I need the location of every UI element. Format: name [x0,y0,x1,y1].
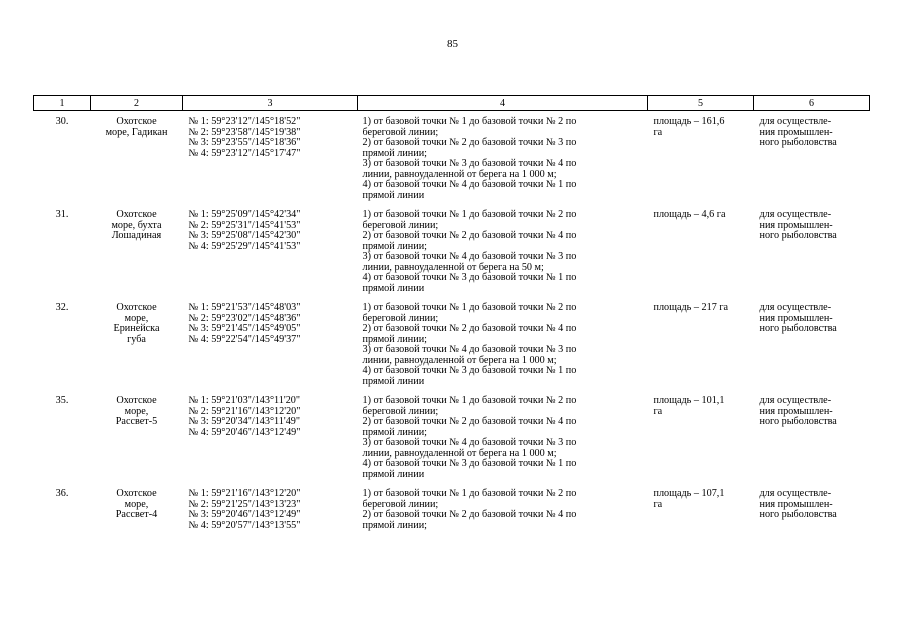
boundary-description-line: береговой линии; [362,405,439,417]
boundary-description [358,111,648,211]
boundary-description-line: прямой линии [362,375,425,387]
base-points-line: № 2: 59°25'31"/145°41'53" [188,219,301,231]
boundary-description-line: 2) от базовой точки № 2 до базовой точки № 4 по [362,416,577,427]
boundary-description-line: прямой линии; [362,333,427,345]
base-points [183,111,358,211]
column-header: 1 [34,96,91,111]
boundary-description [358,396,648,489]
base-points-line: № 3: 59°21'45"/145°49'05" [188,323,301,334]
boundary-description-line: 3) от базовой точки № 4 до базовой точки № 3 по [362,437,577,448]
base-points-line: № 4: 59°20'46"/143°12'49" [188,426,301,438]
boundary-description-line: прямой линии; [362,426,427,438]
boundary-description-line: 3) от базовой точки № 3 до базовой точки № 4 по [362,158,577,169]
boundary-description-line: прямой линии [362,282,425,294]
table-row [34,111,870,211]
row-number: 31. [55,209,69,220]
base-points-line: № 2: 59°21'16"/143°12'20" [188,405,301,417]
boundary-description-line: 1) от базовой точки № 1 до базовой точки № 2 по [362,116,577,127]
boundary-description-line: 1) от базовой точки № 1 до базовой точки № 2 по [362,395,577,406]
water-body-line: Охотское [116,302,157,313]
water-body-line: губа [127,333,146,345]
base-points-line: № 3: 59°20'46"/143°12'49" [188,509,301,520]
water-body [91,396,183,489]
header-row [34,96,870,111]
column-header: 2 [91,96,183,111]
base-points-line: № 1: 59°21'16"/143°12'20" [188,488,301,499]
purpose-line: ного рыболовства [759,416,837,427]
area [648,489,754,540]
boundary-description-line: линии, равноудаленной от берега на 1 000 м; [362,354,557,366]
boundary-description-line: 3) от базовой точки № 4 до базовой точки № 3 по [362,344,577,355]
boundary-description-line: 1) от базовой точки № 1 до базовой точки № 2 по [362,209,577,220]
purpose-line: для осуществле- [759,116,832,127]
boundary-description-line: 4) от базовой точки № 3 до базовой точки № 1 по [362,458,577,469]
base-points-line: № 4: 59°22'54"/145°49'37" [188,333,301,345]
boundary-description [358,489,648,540]
area-line: площадь – 107,1 [653,488,725,499]
water-body [91,303,183,396]
boundary-description [358,303,648,396]
boundary-description-line: 3) от базовой точки № 4 до базовой точки № 3 по [362,251,577,262]
table-row [34,210,870,303]
purpose-line: ния промышлен- [759,498,833,510]
area-line: площадь – 4,6 га [653,209,726,220]
column-header: 3 [183,96,358,111]
area-line: площадь – 101,1 [653,395,725,406]
water-body-line: море, Гадикан [105,126,168,138]
boundary-description-line: линии, равноудаленной от берега на 1 000 м; [362,168,557,180]
purpose [754,489,870,540]
column-header: 4 [358,96,648,111]
base-points-line: № 1: 59°25'09"/145°42'34" [188,209,301,220]
boundary-description-line: 1) от базовой точки № 1 до базовой точки № 2 по [362,302,577,313]
purpose-line: для осуществле- [759,209,832,220]
boundary-description-line: 2) от базовой точки № 2 до базовой точки № 4 по [362,230,577,241]
purpose [754,210,870,303]
purpose-line: для осуществле- [759,488,832,499]
boundary-description-line: линии, равноудаленной от берега на 1 000 м; [362,447,557,459]
area-line: площадь – 217 га [653,302,729,313]
area-line: га [653,405,663,417]
area [648,111,754,211]
purpose-line: ния промышлен- [759,219,833,231]
boundary-description-line: береговой линии; [362,312,439,324]
boundary-description-line: прямой линии; [362,519,427,531]
row-number: 36. [55,488,69,499]
boundary-description-line: 2) от базовой точки № 2 до базовой точки № 4 по [362,509,577,520]
water-body [91,111,183,211]
water-body-line: Охотское [116,488,157,499]
purpose-line: ния промышлен- [759,312,833,324]
page-number: 85 [447,38,458,50]
boundary-description-line: прямой линии; [362,240,427,252]
base-points [183,303,358,396]
purpose-line: ного рыболовства [759,137,837,148]
base-points-line: № 4: 59°23'12"/145°17'47" [188,147,301,159]
water-body-line: Еринейска [113,323,160,334]
base-points-line: № 4: 59°20'57"/143°13'55" [188,519,301,531]
boundary-description-line: 1) от базовой точки № 1 до базовой точки № 2 по [362,488,577,499]
boundary-description-line: прямой линии; [362,147,427,159]
row-number: 30. [55,116,69,127]
base-points-line: № 4: 59°25'29"/145°41'53" [188,240,301,252]
base-points-line: № 2: 59°21'25"/143°13'23" [188,498,301,510]
water-body-line: море, бухта [111,219,162,231]
purpose-line: ния промышлен- [759,405,833,417]
area-line: га [653,126,663,138]
table-row [34,303,870,396]
purpose [754,111,870,211]
boundary-description-line: береговой линии; [362,219,439,231]
base-points-line: № 1: 59°21'03"/143°11'20" [188,395,301,406]
water-body-line: Рассвет-4 [115,509,158,520]
water-body-line: море, [124,405,149,417]
water-body [91,489,183,540]
base-points-line: № 2: 59°23'58"/145°19'38" [188,126,301,138]
water-body-line: Охотское [116,116,157,127]
purpose [754,303,870,396]
water-body [91,210,183,303]
base-points-line: № 3: 59°20'34"/143°11'49" [188,416,301,427]
base-points-line: № 2: 59°23'02"/145°48'36" [188,312,301,324]
base-points-line: № 3: 59°23'55"/145°18'36" [188,137,301,148]
water-body-line: Охотское [116,395,157,406]
base-points-line: № 1: 59°23'12"/145°18'52" [188,116,301,127]
boundary-description-line: 2) от базовой точки № 2 до базовой точки № 4 по [362,323,577,334]
fishing-areas-table [33,95,870,540]
column-header: 6 [754,96,870,111]
boundary-description-line: 2) от базовой точки № 2 до базовой точки № 3 по [362,137,577,148]
boundary-description-line: прямой линии [362,189,425,201]
area [648,303,754,396]
purpose [754,396,870,489]
base-points [183,396,358,489]
boundary-description-line: 4) от базовой точки № 3 до базовой точки № 1 по [362,272,577,283]
purpose-line: ного рыболовства [759,509,837,520]
boundary-description-line: 4) от базовой точки № 4 до базовой точки № 1 по [362,179,577,190]
base-points [183,210,358,303]
column-header: 5 [648,96,754,111]
boundary-description [358,210,648,303]
boundary-description-line: 4) от базовой точки № 3 до базовой точки № 1 по [362,365,577,376]
area-line: площадь – 161,6 [653,116,725,127]
boundary-description-line: прямой линии [362,468,425,480]
water-body-line: море, [124,498,149,510]
boundary-description-line: береговой линии; [362,498,439,510]
row-number: 32. [55,302,69,313]
water-body-line: Рассвет-5 [115,416,158,427]
purpose-line: для осуществле- [759,302,832,313]
water-body-line: Охотское [116,209,157,220]
table-row [34,489,870,540]
area [648,210,754,303]
table-row [34,396,870,489]
base-points-line: № 1: 59°21'53"/145°48'03" [188,302,301,313]
area [648,396,754,489]
purpose-line: для осуществле- [759,395,832,406]
base-points-line: № 3: 59°25'08"/145°42'30" [188,230,301,241]
row-number: 35. [55,395,69,406]
purpose-line: ного рыболовства [759,230,837,241]
area-line: га [653,498,663,510]
purpose-line: ного рыболовства [759,323,837,334]
water-body-line: Лошадиная [111,230,162,241]
boundary-description-line: линии, равноудаленной от берега на 50 м; [362,261,544,273]
boundary-description-line: береговой линии; [362,126,439,138]
base-points [183,489,358,540]
water-body-line: море, [124,312,149,324]
purpose-line: ния промышлен- [759,126,833,138]
